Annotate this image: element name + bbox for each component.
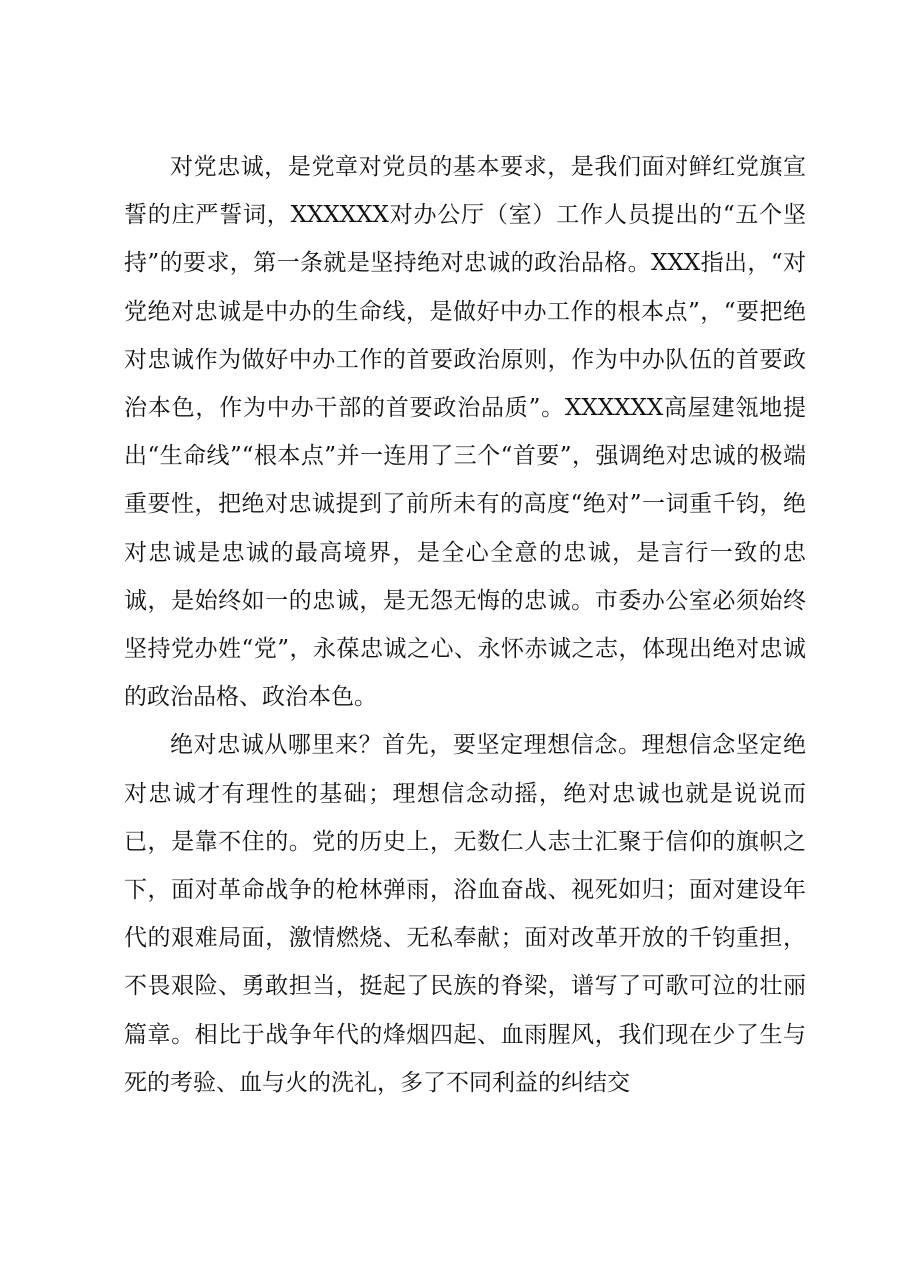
paragraph-ideals-beliefs: 绝对忠诚从哪里来？首先，要坚定理想信念。理想信念坚定绝对忠诚才有理性的基础；理想信念动摇，绝对忠诚也就是说说而已，是靠不住的。党的历史上，无数仁人志士汇聚于信仰的旗帜之下，面对革命战争的枪林弹雨，浴血奋战、视死如归；面对建设年代的艰难局面，激情燃烧、无私奉献；面对改革开放的千钧重担，不畏艰险、勇敢担当，挺起了民族的脊梁，谱写了可歌可泣的壮丽篇章。相比于战争年代的烽烟四起、血雨腥风，我们现在少了生与死的考验、血与火的洗礼，多了不同利益的纠结交	[124, 732, 806, 1096]
document-body	[124, 143, 806, 1107]
paragraph-loyalty-requirement: 对党忠诚，是党章对党员的基本要求，是我们面对鲜红党旗宣誓的庄严誓词，XXXXXX对办公厅（室）工作人员提出的“五个坚持”的要求，第一条就是坚持绝对忠诚的政治品格。XXX指出，“对党绝对忠诚是中办的生命线，是做好中办工作的根本点”，“要把绝对忠诚作为做好中办工作的首要政治原则，作为中办队伍的首要政治本色，作为中办干部的首要政治品质”。XXXXXX高屋建瓴地提出“生命线”“根本点”并一连用了三个“首要”，强调绝对忠诚的极端重要性，把绝对忠诚提到了前所未有的高度“绝对”一词重千钧，绝对忠诚是忠诚的最高境界，是全心全意的忠诚，是言行一致的忠诚，是始终如一的忠诚，是无怨无悔的忠诚。市委办公室必须始终坚持党办姓“党”，永葆忠诚之心、永怀赤诚之志，体现出绝对忠诚的政治品格、政治本色。	[124, 154, 806, 711]
